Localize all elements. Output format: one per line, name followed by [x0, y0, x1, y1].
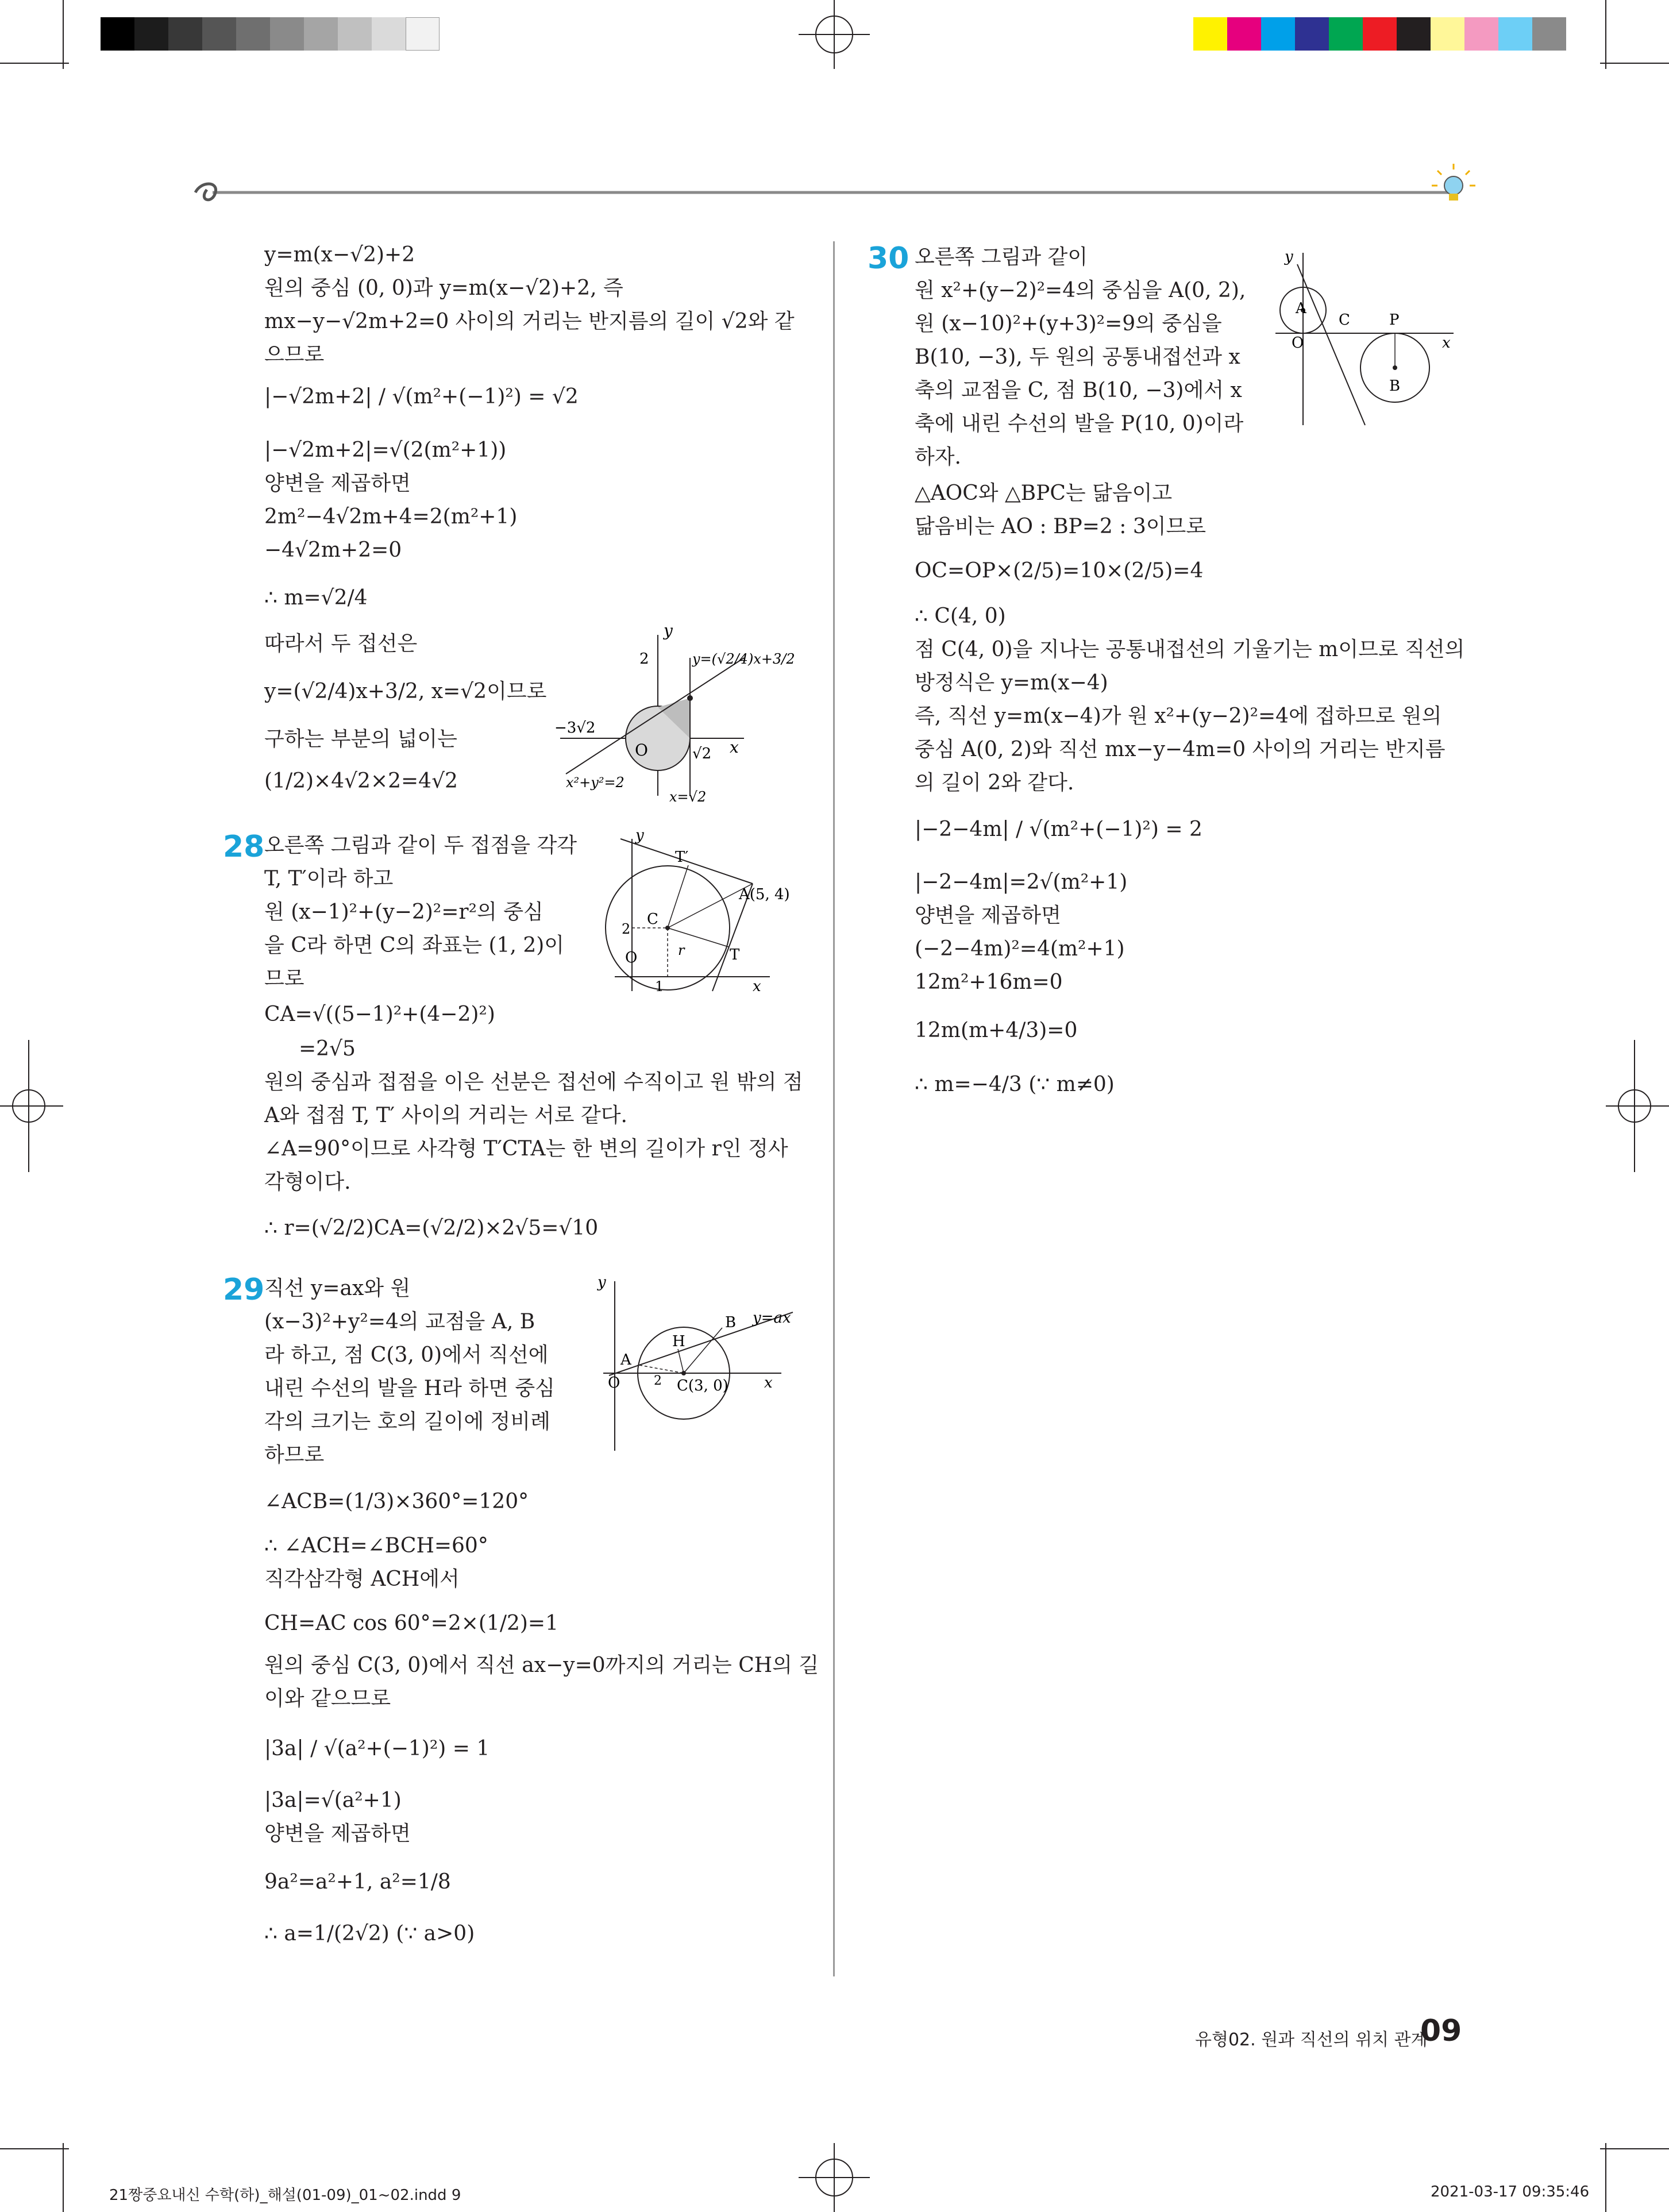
text-line: 원의 중심과 접점을 이은 선분은 접선에 수직이고 원 밖의 점	[264, 1070, 803, 1094]
text-line: mx−y−√2m+2=0 사이의 거리는 반지름의 길이 √2와 같	[264, 310, 795, 333]
text-line: 각의 크기는 호의 길이에 정비례	[264, 1410, 550, 1433]
formula-line: −4√2m+2=0	[264, 538, 402, 562]
timestamp-slug: 2021-03-17 09:35:46	[1431, 2183, 1590, 2201]
formula-line: (1/2)×4√2×2=4√2	[264, 769, 458, 793]
header-rule	[190, 147, 1488, 210]
point-label: T′	[675, 849, 689, 866]
formula-line: 9a²=a²+1, a²=1/8	[264, 1870, 451, 1894]
text-line: 원 (x−1)²+(y−2)²=r²의 중심	[264, 900, 544, 924]
equation-label: y=(√2/4)x+3/2	[692, 651, 795, 667]
origin-label: O	[625, 949, 638, 966]
text-line: 각형이다.	[264, 1170, 351, 1194]
formula-line: ∴ m=−4/3 (∵ m≠0)	[915, 1073, 1115, 1096]
text-line: 을 C라 하면 C의 좌표는 (1, 2)이	[264, 934, 565, 957]
question-number: 29	[223, 1273, 265, 1307]
equation-label: y=ax	[753, 1309, 791, 1327]
origin-label: O	[608, 1374, 620, 1392]
origin-label: O	[1292, 334, 1304, 352]
point-label: B	[1389, 377, 1401, 395]
axis-label: y	[598, 1274, 606, 1291]
figure-29	[586, 1270, 816, 1459]
formula-line: ∴ m=√2/4	[264, 586, 368, 610]
axis-label: x	[1442, 334, 1451, 352]
tick-label: 1	[655, 978, 664, 994]
text-line: T, T′이라 하고	[264, 867, 394, 891]
chapter-title: 유형02. 원과 직선의 위치 관계	[1195, 2030, 1428, 2050]
formula-line: CH=AC cos 60°=2×(1/2)=1	[264, 1612, 558, 1635]
text-line: 직선 y=ax와 원	[264, 1277, 411, 1300]
formula-line: y=(√2/4)x+3/2, x=√2이므로	[264, 680, 547, 703]
formula-line: ∴ C(4, 0)	[915, 604, 1006, 628]
point-label: C	[1339, 311, 1350, 329]
formula-line: |3a| / √(a²+(−1)²) = 1	[264, 1737, 490, 1760]
formula-line: 12m(m+4/3)=0	[915, 1019, 1078, 1042]
formula-line: =2√5	[299, 1037, 356, 1061]
text-line: 하므로	[264, 1443, 325, 1467]
formula-line: |−√2m+2|=√(2(m²+1))	[264, 438, 507, 462]
formula-line: ∴ r=(√2/2)CA=(√2/2)×2√5=√10	[264, 1216, 599, 1240]
axis-label: y	[664, 623, 673, 640]
text-line: 이와 같으므로	[264, 1687, 391, 1710]
text-line: 축의 교점을 C, 점 B(10, −3)에서 x	[915, 379, 1242, 402]
text-line: 의 길이 2와 같다.	[915, 771, 1074, 795]
figure-27	[554, 623, 807, 807]
axis-label: y	[635, 827, 644, 844]
figure-30	[1270, 247, 1465, 431]
text-line: 구하는 부분의 넓이는	[264, 727, 457, 751]
point-label: H	[672, 1333, 685, 1350]
text-line: 점 C(4, 0)을 지나는 공통내접선의 기울기는 m이므로 직선의	[915, 638, 1465, 661]
formula-line: (−2−4m)²=4(m²+1)	[915, 937, 1125, 961]
question-number: 28	[223, 830, 265, 864]
lightbulb-icon	[1432, 164, 1475, 201]
text-line: 원 (x−10)²+(y+3)²=9의 중심을	[915, 312, 1222, 336]
file-slug: 21짱중요내신 수학(하)_해설(01-09)_01~02.indd 9	[109, 2187, 461, 2204]
page-number: 09	[1420, 2014, 1462, 2048]
text-line: 축에 내린 수선의 발을 P(10, 0)이라	[915, 412, 1244, 436]
text-line: A와 접점 T, T′ 사이의 거리는 서로 같다.	[264, 1104, 627, 1127]
text-line: △AOC와 △BPC는 닮음이고	[915, 481, 1173, 505]
point-label: T	[730, 946, 740, 964]
tick-label: −3√2	[554, 719, 596, 737]
text-line: 양변을 제곱하면	[264, 1822, 411, 1845]
text-line: 으므로	[264, 343, 325, 367]
point-label: C	[647, 911, 658, 928]
text-line: 따라서 두 접선은	[264, 632, 418, 656]
origin-label: O	[635, 741, 648, 760]
text-line: 즉, 직선 y=m(x−4)가 원 x²+(y−2)²=4에 접하므로 원의	[915, 704, 1442, 728]
text-line: 닮음비는 AO : BP=2 : 3이므로	[915, 515, 1207, 538]
text-line: (x−3)²+y²=4의 교점을 A, B	[264, 1310, 535, 1334]
text-line: 양변을 제곱하면	[264, 472, 411, 495]
formula-line: ∴ a=1/(2√2) (∵ a>0)	[264, 1922, 475, 1945]
formula-line: |−√2m+2| / √(m²+(−1)²) = √2	[264, 385, 579, 409]
axis-label: x	[753, 978, 761, 994]
point-label: A(5, 4)	[739, 886, 790, 903]
question-number: 30	[868, 241, 909, 276]
text-line: 방정식은 y=m(x−4)	[915, 671, 1108, 695]
text-line: y=m(x−√2)+2	[264, 243, 415, 267]
axis-label: y	[1285, 248, 1293, 265]
radius-label: r	[678, 942, 685, 958]
equation-label: x²+y²=2	[566, 774, 625, 791]
point-label: A	[620, 1351, 631, 1369]
text-line: 직각삼각형 ACH에서	[264, 1567, 460, 1591]
point-label: P	[1389, 311, 1400, 329]
text-line: 원 x²+(y−2)²=4의 중심을 A(0, 2),	[915, 279, 1246, 302]
text-line: 내린 수선의 발을 H라 하면 중심	[264, 1377, 555, 1400]
tick-label: 2	[622, 921, 631, 937]
tick-label: 2	[639, 650, 649, 668]
tick-label: √2	[692, 745, 712, 762]
text-line: 므로	[264, 967, 304, 991]
radius-label: 2	[654, 1374, 662, 1388]
formula-line: ∠ACB=(1/3)×360°=120°	[264, 1490, 529, 1513]
text-line: 양변을 제곱하면	[915, 904, 1061, 927]
formula-line: ∴ ∠ACH=∠BCH=60°	[264, 1534, 488, 1558]
equation-label: x=√2	[669, 789, 707, 805]
text-line: 하자.	[915, 445, 961, 469]
point-label: B	[725, 1314, 737, 1331]
text-line: 오른쪽 그림과 같이 두 접점을 각각	[264, 834, 577, 857]
text-line: ∠A=90°이므로 사각형 T′CTA는 한 변의 길이가 r인 정사	[264, 1137, 788, 1161]
axis-label: x	[764, 1374, 773, 1392]
formula-line: |−2−4m|=2√(m²+1)	[915, 870, 1128, 894]
column-divider	[833, 241, 835, 1976]
formula-line: |3a|=√(a²+1)	[264, 1789, 402, 1812]
formula-line: OC=OP×(2/5)=10×(2/5)=4	[915, 559, 1204, 583]
formula-line: 2m²−4√2m+4=2(m²+1)	[264, 505, 518, 529]
text-line: 오른쪽 그림과 같이	[915, 245, 1088, 269]
formula-line: CA=√((5−1)²+(4−2)²)	[264, 1003, 495, 1026]
axis-label: x	[730, 738, 739, 757]
text-line: B(10, −3), 두 원의 공통내접선과 x	[915, 345, 1240, 369]
formula-line: 12m²+16m=0	[915, 970, 1063, 994]
figure-28	[598, 827, 816, 994]
text-line: 원의 중심 C(3, 0)에서 직선 ax−y=0까지의 거리는 CH의 길	[264, 1654, 819, 1677]
formula-line: |−2−4m| / √(m²+(−1)²) = 2	[915, 818, 1202, 841]
text-line: 라 하고, 점 C(3, 0)에서 직선에	[264, 1343, 549, 1367]
text-line: 중심 A(0, 2)와 직선 mx−y−4m=0 사이의 거리는 반지름	[915, 738, 1446, 761]
text-line: 원의 중심 (0, 0)과 y=m(x−√2)+2, 즉	[264, 276, 623, 300]
point-label: A	[1296, 300, 1306, 317]
point-label: C(3, 0)	[677, 1377, 728, 1394]
